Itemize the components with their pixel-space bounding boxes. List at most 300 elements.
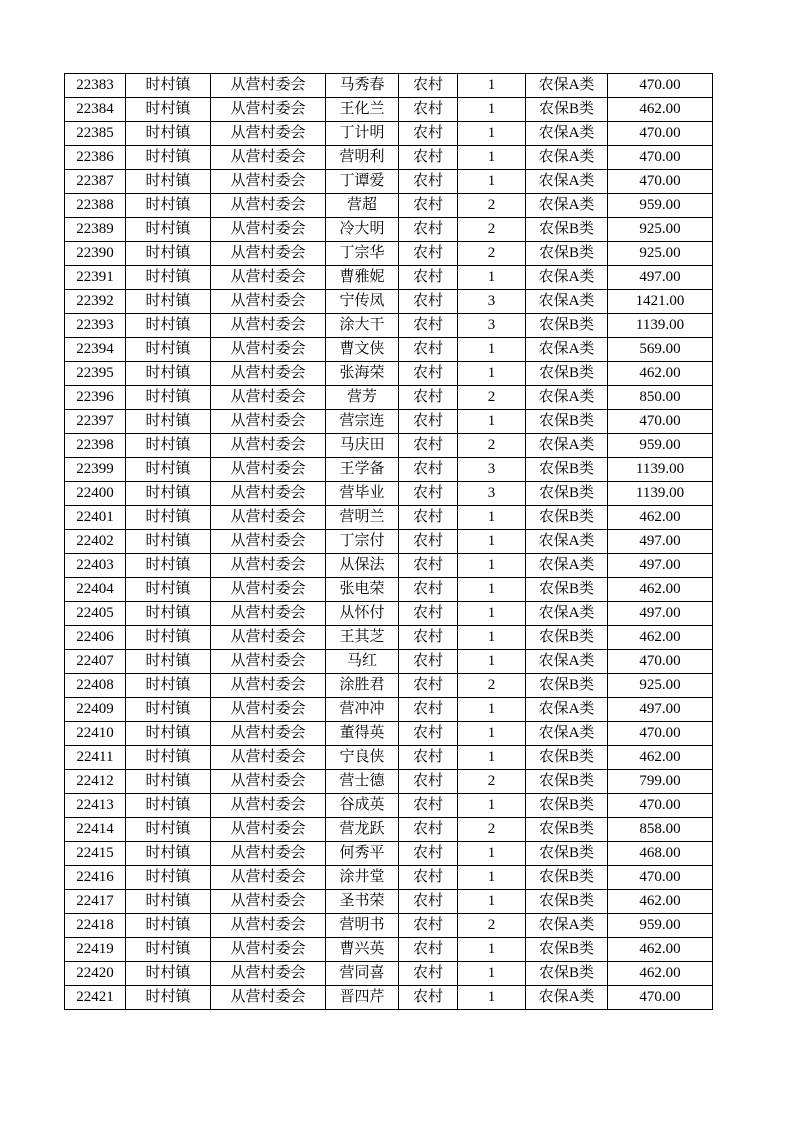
table-cell-residence: 农村 [399,362,458,386]
table-cell-name: 丁计明 [326,122,399,146]
table-cell-village: 从营村委会 [211,650,326,674]
table-cell-town: 时村镇 [126,386,211,410]
table-cell-category: 农保B类 [526,410,608,434]
table-row [65,962,713,986]
table-cell-town: 时村镇 [126,482,211,506]
table-cell-category: 农保B类 [526,506,608,530]
table-cell-amount: 470.00 [608,74,713,98]
table-cell-village: 从营村委会 [211,794,326,818]
pension-roster-table [64,73,713,1010]
table-cell-id: 22384 [65,98,126,122]
table-cell-count: 1 [458,698,526,722]
table-cell-name: 马秀春 [326,74,399,98]
table-cell-name: 从保法 [326,554,399,578]
table-cell-residence: 农村 [399,290,458,314]
table-cell-count: 2 [458,674,526,698]
table-cell-town: 时村镇 [126,674,211,698]
table-cell-category: 农保A类 [526,986,608,1010]
table-cell-count: 1 [458,602,526,626]
table-cell-category: 农保A类 [526,146,608,170]
table-cell-category: 农保A类 [526,698,608,722]
table-cell-count: 1 [458,506,526,530]
table-cell-name: 丁宗付 [326,530,399,554]
table-cell-count: 1 [458,866,526,890]
table-row [65,506,713,530]
table-cell-residence: 农村 [399,434,458,458]
table-cell-village: 从营村委会 [211,842,326,866]
table-cell-residence: 农村 [399,866,458,890]
table-cell-count: 1 [458,650,526,674]
table-cell-count: 1 [458,842,526,866]
table-cell-town: 时村镇 [126,626,211,650]
table-cell-name: 营同喜 [326,962,399,986]
table-cell-residence: 农村 [399,170,458,194]
table-cell-id: 22410 [65,722,126,746]
table-cell-residence: 农村 [399,962,458,986]
table-cell-id: 22403 [65,554,126,578]
table-row [65,290,713,314]
table-cell-id: 22396 [65,386,126,410]
table-cell-town: 时村镇 [126,914,211,938]
table-cell-id: 22407 [65,650,126,674]
table-cell-town: 时村镇 [126,314,211,338]
table-row [65,338,713,362]
table-cell-town: 时村镇 [126,986,211,1010]
table-cell-count: 1 [458,554,526,578]
table-cell-residence: 农村 [399,530,458,554]
table-cell-name: 圣书荣 [326,890,399,914]
table-cell-id: 22399 [65,458,126,482]
table-cell-count: 1 [458,794,526,818]
table-cell-amount: 925.00 [608,218,713,242]
table-cell-id: 22398 [65,434,126,458]
table-cell-residence: 农村 [399,122,458,146]
table-cell-village: 从营村委会 [211,170,326,194]
table-cell-id: 22393 [65,314,126,338]
table-cell-id: 22415 [65,842,126,866]
table-cell-category: 农保A类 [526,386,608,410]
table-cell-name: 曹雅妮 [326,266,399,290]
table-cell-amount: 470.00 [608,986,713,1010]
table-cell-count: 1 [458,410,526,434]
table-cell-category: 农保B类 [526,458,608,482]
table-cell-town: 时村镇 [126,866,211,890]
table-row [65,74,713,98]
table-cell-amount: 462.00 [608,938,713,962]
table-cell-count: 1 [458,146,526,170]
table-cell-village: 从营村委会 [211,122,326,146]
table-cell-id: 22413 [65,794,126,818]
table-cell-category: 农保B类 [526,866,608,890]
table-cell-id: 22405 [65,602,126,626]
table-cell-id: 22404 [65,578,126,602]
table-row [65,722,713,746]
table-cell-amount: 468.00 [608,842,713,866]
table-cell-residence: 农村 [399,314,458,338]
table-cell-amount: 470.00 [608,794,713,818]
table-row [65,674,713,698]
table-cell-amount: 470.00 [608,410,713,434]
table-row [65,314,713,338]
table-row [65,770,713,794]
table-cell-id: 22392 [65,290,126,314]
table-cell-category: 农保A类 [526,914,608,938]
table-row [65,362,713,386]
table-cell-village: 从营村委会 [211,986,326,1010]
table-cell-village: 从营村委会 [211,914,326,938]
table-row [65,386,713,410]
table-cell-residence: 农村 [399,578,458,602]
table-cell-town: 时村镇 [126,794,211,818]
table-cell-name: 王学备 [326,458,399,482]
table-cell-count: 2 [458,386,526,410]
table-cell-amount: 462.00 [608,362,713,386]
table-cell-town: 时村镇 [126,98,211,122]
table-cell-id: 22420 [65,962,126,986]
table-cell-count: 2 [458,218,526,242]
table-cell-name: 张电荣 [326,578,399,602]
table-cell-count: 1 [458,122,526,146]
table-cell-id: 22401 [65,506,126,530]
table-cell-category: 农保A类 [526,122,608,146]
table-cell-count: 1 [458,890,526,914]
table-row [65,218,713,242]
table-cell-name: 宁良侠 [326,746,399,770]
table-cell-town: 时村镇 [126,290,211,314]
table-cell-id: 22402 [65,530,126,554]
table-cell-amount: 470.00 [608,146,713,170]
table-cell-town: 时村镇 [126,194,211,218]
table-cell-village: 从营村委会 [211,362,326,386]
table-cell-residence: 农村 [399,938,458,962]
table-row [65,890,713,914]
table-row [65,482,713,506]
table-cell-town: 时村镇 [126,434,211,458]
table-cell-category: 农保A类 [526,338,608,362]
table-cell-category: 农保B类 [526,746,608,770]
table-cell-id: 22390 [65,242,126,266]
table-cell-count: 3 [458,482,526,506]
table-cell-id: 22389 [65,218,126,242]
table-cell-residence: 农村 [399,770,458,794]
table-cell-count: 1 [458,578,526,602]
table-row [65,98,713,122]
table-row [65,914,713,938]
table-row [65,746,713,770]
table-cell-category: 农保B类 [526,818,608,842]
table-cell-residence: 农村 [399,338,458,362]
table-cell-residence: 农村 [399,914,458,938]
table-cell-village: 从营村委会 [211,530,326,554]
table-cell-amount: 470.00 [608,170,713,194]
table-cell-town: 时村镇 [126,170,211,194]
table-cell-residence: 农村 [399,674,458,698]
table-cell-count: 2 [458,434,526,458]
table-cell-name: 营毕业 [326,482,399,506]
table-cell-amount: 1139.00 [608,482,713,506]
table-cell-name: 营明兰 [326,506,399,530]
table-cell-residence: 农村 [399,194,458,218]
table-cell-village: 从营村委会 [211,338,326,362]
table-row [65,266,713,290]
table-cell-id: 22385 [65,122,126,146]
table-cell-category: 农保A类 [526,434,608,458]
table-row [65,170,713,194]
table-cell-name: 营明利 [326,146,399,170]
table-cell-village: 从营村委会 [211,602,326,626]
table-cell-residence: 农村 [399,218,458,242]
table-row [65,842,713,866]
table-cell-town: 时村镇 [126,770,211,794]
table-cell-village: 从营村委会 [211,578,326,602]
table-cell-amount: 1139.00 [608,314,713,338]
table-cell-name: 谷成英 [326,794,399,818]
table-cell-id: 22419 [65,938,126,962]
table-cell-category: 农保B类 [526,938,608,962]
table-cell-name: 马庆田 [326,434,399,458]
table-cell-town: 时村镇 [126,362,211,386]
table-cell-name: 从怀付 [326,602,399,626]
table-cell-village: 从营村委会 [211,458,326,482]
table-cell-name: 冷大明 [326,218,399,242]
table-cell-count: 1 [458,722,526,746]
table-cell-category: 农保A类 [526,170,608,194]
table-cell-residence: 农村 [399,482,458,506]
table-cell-category: 农保A类 [526,74,608,98]
table-cell-category: 农保A类 [526,530,608,554]
table-cell-count: 1 [458,362,526,386]
table-cell-village: 从营村委会 [211,74,326,98]
table-cell-village: 从营村委会 [211,746,326,770]
table-row [65,434,713,458]
table-cell-id: 22406 [65,626,126,650]
table-row [65,194,713,218]
table-cell-name: 涂大干 [326,314,399,338]
table-cell-amount: 850.00 [608,386,713,410]
table-cell-residence: 农村 [399,890,458,914]
table-cell-village: 从营村委会 [211,866,326,890]
table-cell-village: 从营村委会 [211,506,326,530]
table-cell-residence: 农村 [399,242,458,266]
table-cell-category: 农保A类 [526,194,608,218]
table-cell-residence: 农村 [399,410,458,434]
table-cell-village: 从营村委会 [211,290,326,314]
table-cell-name: 营超 [326,194,399,218]
table-row [65,530,713,554]
table-cell-id: 22418 [65,914,126,938]
table-cell-id: 22387 [65,170,126,194]
table-row [65,986,713,1010]
table-cell-amount: 1421.00 [608,290,713,314]
table-cell-category: 农保B类 [526,482,608,506]
table-cell-village: 从营村委会 [211,938,326,962]
table-cell-residence: 农村 [399,266,458,290]
table-cell-amount: 497.00 [608,602,713,626]
table-cell-amount: 497.00 [608,698,713,722]
table-cell-category: 农保B类 [526,794,608,818]
table-cell-village: 从营村委会 [211,962,326,986]
table-cell-amount: 462.00 [608,98,713,122]
table-cell-village: 从营村委会 [211,722,326,746]
table-cell-town: 时村镇 [126,722,211,746]
table-row [65,794,713,818]
table-cell-town: 时村镇 [126,818,211,842]
table-cell-id: 22421 [65,986,126,1010]
table-cell-amount: 497.00 [608,530,713,554]
table-cell-amount: 462.00 [608,890,713,914]
table-cell-count: 2 [458,194,526,218]
table-cell-village: 从营村委会 [211,698,326,722]
table-cell-count: 3 [458,458,526,482]
table-cell-id: 22412 [65,770,126,794]
table-cell-village: 从营村委会 [211,266,326,290]
table-cell-residence: 农村 [399,98,458,122]
table-cell-residence: 农村 [399,626,458,650]
table-cell-category: 农保A类 [526,554,608,578]
table-cell-amount: 799.00 [608,770,713,794]
table-row [65,410,713,434]
table-cell-village: 从营村委会 [211,386,326,410]
table-cell-name: 丁宗华 [326,242,399,266]
table-cell-category: 农保B类 [526,962,608,986]
table-row [65,602,713,626]
table-cell-count: 1 [458,74,526,98]
table-body [65,74,713,1010]
table-cell-village: 从营村委会 [211,626,326,650]
table-cell-category: 农保B类 [526,218,608,242]
table-cell-town: 时村镇 [126,938,211,962]
table-cell-amount: 470.00 [608,866,713,890]
table-cell-name: 涂井堂 [326,866,399,890]
table-row [65,578,713,602]
table-cell-amount: 858.00 [608,818,713,842]
table-cell-residence: 农村 [399,722,458,746]
table-cell-id: 22397 [65,410,126,434]
table-cell-category: 农保A类 [526,602,608,626]
table-cell-count: 2 [458,242,526,266]
table-cell-town: 时村镇 [126,218,211,242]
table-cell-name: 董得英 [326,722,399,746]
table-cell-amount: 959.00 [608,434,713,458]
table-cell-amount: 462.00 [608,626,713,650]
table-cell-count: 1 [458,626,526,650]
table-row [65,866,713,890]
table-cell-amount: 470.00 [608,722,713,746]
table-cell-village: 从营村委会 [211,674,326,698]
table-row [65,554,713,578]
table-cell-id: 22391 [65,266,126,290]
table-row [65,650,713,674]
table-cell-town: 时村镇 [126,74,211,98]
table-cell-village: 从营村委会 [211,554,326,578]
table-cell-town: 时村镇 [126,650,211,674]
table-cell-amount: 959.00 [608,194,713,218]
table-cell-count: 1 [458,746,526,770]
table-cell-village: 从营村委会 [211,770,326,794]
table-cell-residence: 农村 [399,554,458,578]
table-cell-name: 马红 [326,650,399,674]
table-cell-amount: 462.00 [608,578,713,602]
table-cell-residence: 农村 [399,746,458,770]
table-cell-name: 营冲冲 [326,698,399,722]
table-cell-name: 王其芝 [326,626,399,650]
table-cell-name: 营明书 [326,914,399,938]
table-cell-town: 时村镇 [126,410,211,434]
table-cell-town: 时村镇 [126,578,211,602]
table-cell-residence: 农村 [399,146,458,170]
table-cell-amount: 497.00 [608,266,713,290]
table-cell-name: 宁传凤 [326,290,399,314]
table-cell-id: 22409 [65,698,126,722]
table-cell-amount: 925.00 [608,674,713,698]
table-row [65,242,713,266]
table-cell-amount: 470.00 [608,122,713,146]
table-cell-town: 时村镇 [126,698,211,722]
table-cell-residence: 农村 [399,650,458,674]
table-cell-name: 营宗连 [326,410,399,434]
table-cell-village: 从营村委会 [211,98,326,122]
table-cell-amount: 1139.00 [608,458,713,482]
table-cell-category: 农保A类 [526,290,608,314]
table-cell-amount: 925.00 [608,242,713,266]
table-cell-town: 时村镇 [126,146,211,170]
table-cell-category: 农保A类 [526,650,608,674]
table-cell-category: 农保B类 [526,626,608,650]
table-cell-category: 农保B类 [526,362,608,386]
table-cell-id: 22416 [65,866,126,890]
table-cell-residence: 农村 [399,698,458,722]
table-cell-category: 农保B类 [526,770,608,794]
table-cell-name: 张海荣 [326,362,399,386]
table-cell-category: 农保A类 [526,266,608,290]
table-cell-town: 时村镇 [126,890,211,914]
table-cell-id: 22400 [65,482,126,506]
table-row [65,122,713,146]
table-cell-village: 从营村委会 [211,218,326,242]
table-cell-amount: 569.00 [608,338,713,362]
table-cell-residence: 农村 [399,986,458,1010]
table-cell-village: 从营村委会 [211,434,326,458]
table-cell-residence: 农村 [399,794,458,818]
table-cell-residence: 农村 [399,74,458,98]
table-row [65,458,713,482]
table-cell-count: 1 [458,266,526,290]
table-cell-category: 农保B类 [526,578,608,602]
table-cell-village: 从营村委会 [211,314,326,338]
table-cell-village: 从营村委会 [211,890,326,914]
table-cell-amount: 959.00 [608,914,713,938]
table-cell-category: 农保B类 [526,98,608,122]
table-cell-category: 农保B类 [526,242,608,266]
table-cell-count: 1 [458,986,526,1010]
table-row [65,698,713,722]
table-row [65,626,713,650]
table-cell-residence: 农村 [399,506,458,530]
table-cell-town: 时村镇 [126,506,211,530]
table-cell-town: 时村镇 [126,266,211,290]
table-cell-count: 1 [458,938,526,962]
table-cell-name: 晋四芹 [326,986,399,1010]
table-cell-category: 农保B类 [526,674,608,698]
table-cell-id: 22408 [65,674,126,698]
table-cell-amount: 470.00 [608,650,713,674]
table-cell-id: 22388 [65,194,126,218]
table-cell-name: 丁谭爱 [326,170,399,194]
table-cell-amount: 497.00 [608,554,713,578]
table-cell-town: 时村镇 [126,602,211,626]
table-cell-village: 从营村委会 [211,482,326,506]
table-cell-town: 时村镇 [126,962,211,986]
